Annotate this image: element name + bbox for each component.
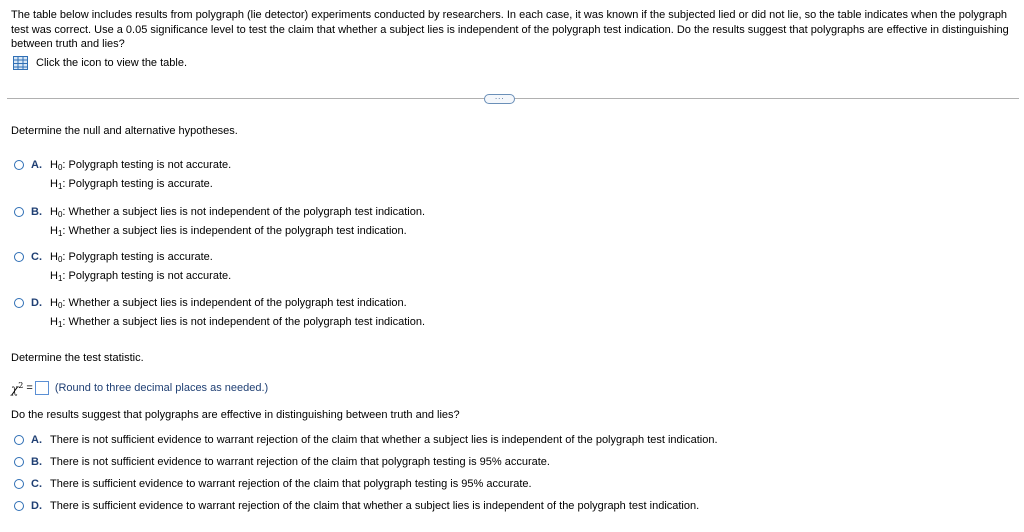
option-text: There is sufficient evidence to warrant rejection of the claim that whether a subject lies is independent of the polygraph test indication.: [50, 500, 700, 512]
more-button[interactable]: ···: [484, 94, 515, 104]
radio-button[interactable]: [14, 160, 24, 170]
radio-button[interactable]: [14, 457, 24, 467]
chi-square-symbol: $\chi^2$: [11, 380, 24, 396]
chi-square-input[interactable]: [35, 381, 49, 395]
option-h1: $H_1$: Whether a subject lies is independent of the polygraph test indication.: [50, 225, 407, 238]
option-text: There is sufficient evidence to warrant rejection of the claim that polygraph testing is 95% accurate.: [50, 478, 532, 490]
option-h0: $H_0$: Polygraph testing is accurate.: [50, 251, 213, 264]
radio-button[interactable]: [14, 479, 24, 489]
conclusion-prompt: Do the results suggest that polygraphs are effective in distinguishing between truth and lies?: [11, 409, 460, 421]
radio-button[interactable]: [14, 501, 24, 511]
radio-button[interactable]: [14, 207, 24, 217]
table-icon[interactable]: [13, 56, 28, 70]
radio-button[interactable]: [14, 298, 24, 308]
chi-square-row: $\chi^2$ = (Round to three decimal places as needed.): [11, 380, 269, 396]
radio-button[interactable]: [14, 252, 24, 262]
option-h1: $H_1$: Polygraph testing is not accurate.: [50, 270, 232, 283]
option-h1: $H_1$: Polygraph testing is accurate.: [50, 178, 213, 191]
option-text: There is not sufficient evidence to warrant rejection of the claim that whether a subject lies is independent of the polygraph test indication.: [50, 434, 718, 446]
option-h1: $H_1$: Whether a subject lies is not independent of the polygraph test indication.: [50, 316, 426, 329]
view-table-link[interactable]: [13, 55, 187, 70]
option-text: There is not sufficient evidence to warrant rejection of the claim that polygraph testing is 95% accurate.: [50, 456, 550, 468]
option-h0: $H_0$: Whether a subject lies is independent of the polygraph test indication.: [50, 297, 407, 310]
option-h0: $H_0$: Polygraph testing is not accurate.: [50, 159, 232, 172]
radio-button[interactable]: [14, 435, 24, 445]
question-intro: The table below includes results from polygraph (lie detector) experiments conducted by researchers. In each case, it was known if the subjected lied or did not lie, so the table indicates when the polygraph test was correct. Use a 0.05 significance level to test the claim that whether a subject lies is independent of the polygraph test indication. Do the results suggest that polygraphs are effective in distinguishing between truth and lies?: [11, 9, 1009, 50]
hypotheses-prompt: Determine the null and alternative hypotheses.: [11, 125, 238, 137]
rounding-hint: (Round to three decimal places as needed.): [54, 382, 269, 394]
test-statistic-prompt: Determine the test statistic.: [11, 352, 144, 364]
view-table-label[interactable]: Click the icon to view the table.: [36, 56, 188, 69]
option-h0: $H_0$: Whether a subject lies is not independent of the polygraph test indication.: [50, 206, 426, 219]
